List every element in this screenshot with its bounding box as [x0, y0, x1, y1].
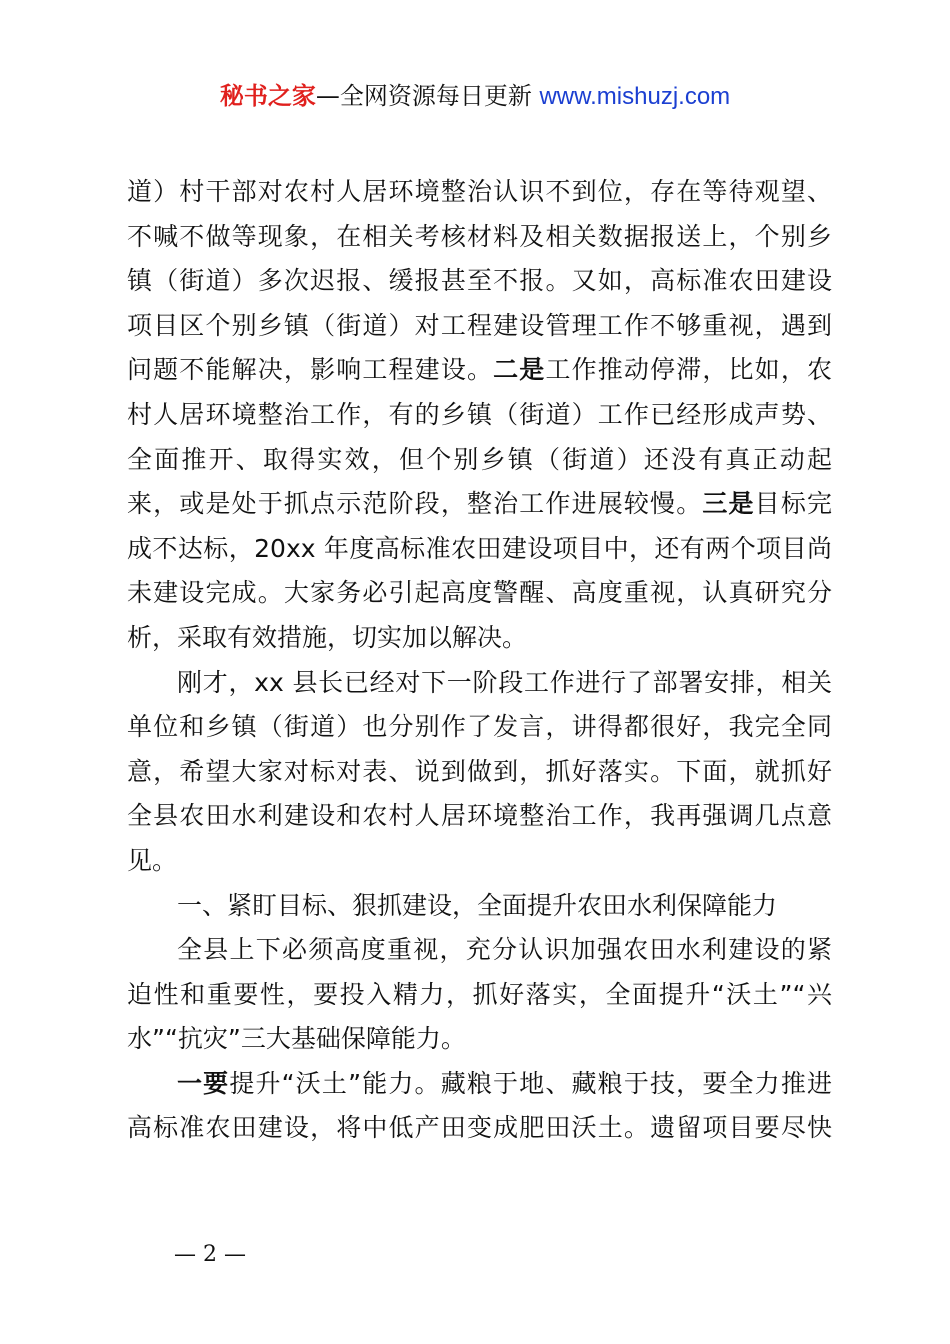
text-line: 见。 — [127, 845, 178, 875]
text-line — [127, 1062, 832, 1107]
text-line: 未建设完成。大家务必引起高度警醒、高度重视，认真研究分 — [127, 578, 832, 608]
site-url: www.mishuzj.com — [539, 83, 731, 110]
text-line: 不喊不做等现象，在相关考核材料及相关数据报送上，个别乡 — [127, 221, 832, 251]
text-run: 工作推动停滞，比如，农 — [545, 355, 832, 385]
text-run: 来，或是处于抓点示范阶段，整治工作进展较慢。 — [127, 489, 703, 519]
text-line: 成不达标，20xx 年度高标准农田建设项目中，还有两个项目尚 — [127, 533, 832, 563]
text-line: 水”“抗灾”三大基础保障能力。 — [127, 1024, 466, 1054]
text-line: 镇（街道）多次迟报、缓报甚至不报。又如，高标准农田建设 — [127, 266, 832, 296]
paragraph-1 — [127, 170, 832, 661]
page-number: — 2 — — [174, 1242, 246, 1267]
emphasis-first: 一要 — [177, 1068, 230, 1098]
site-header — [0, 80, 950, 113]
text-line: 单位和乡镇（街道）也分别作了发言，讲得都很好，我完全同 — [127, 712, 832, 742]
paragraph-4 — [127, 1062, 832, 1151]
text-line: 全县上下必须高度重视，充分认识加强农田水利建设的紧 — [177, 935, 832, 965]
document-body — [127, 170, 832, 1151]
header-tagline: —全网资源每日更新 — [315, 82, 540, 110]
text-run: 目标完 — [754, 489, 832, 519]
emphasis-second: 二是 — [493, 355, 546, 385]
text-line — [127, 482, 832, 527]
text-line: 刚才，xx 县长已经对下一阶段工作进行了部署安排，相关 — [177, 667, 832, 697]
text-line: 高标准农田建设，将中低产田变成肥田沃土。遗留项目要尽快 — [127, 1113, 832, 1143]
paragraph-3 — [127, 928, 832, 1062]
text-line: 道）村干部对农村人居环境整治认识不到位，存在等待观望、 — [127, 177, 832, 206]
text-line: 全县农田水利建设和农村人居环境整治工作，我再强调几点意 — [127, 801, 832, 831]
text-line: 全面推开、取得实效，但个别乡镇（街道）还没有真正动起 — [127, 444, 832, 474]
emphasis-third: 三是 — [702, 489, 755, 519]
paragraph-2 — [127, 661, 832, 884]
text-line: 村人居环境整治工作，有的乡镇（街道）工作已经形成声势、 — [127, 399, 832, 429]
section-heading: 一、紧盯目标、狠抓建设，全面提升农田水利保障能力 — [177, 890, 778, 920]
text-run: 问题不能解决，影响工程建设。 — [127, 355, 494, 385]
brand-name: 秘书之家 — [219, 82, 316, 110]
text-line — [127, 348, 832, 393]
text-line: 意，希望大家对标对表、说到做到，抓好落实。下面，就抓好 — [127, 756, 832, 786]
text-line: 项目区个别乡镇（街道）对工程建设管理工作不够重视，遇到 — [127, 310, 832, 340]
text-line: 析，采取有效措施，切实加以解决。 — [127, 622, 528, 652]
text-run: 提升“沃土”能力。藏粮于地、藏粮于技，要全力推进 — [229, 1068, 832, 1098]
text-line: 迫性和重要性，要投入精力，抓好落实，全面提升“沃土”“兴 — [127, 979, 832, 1009]
